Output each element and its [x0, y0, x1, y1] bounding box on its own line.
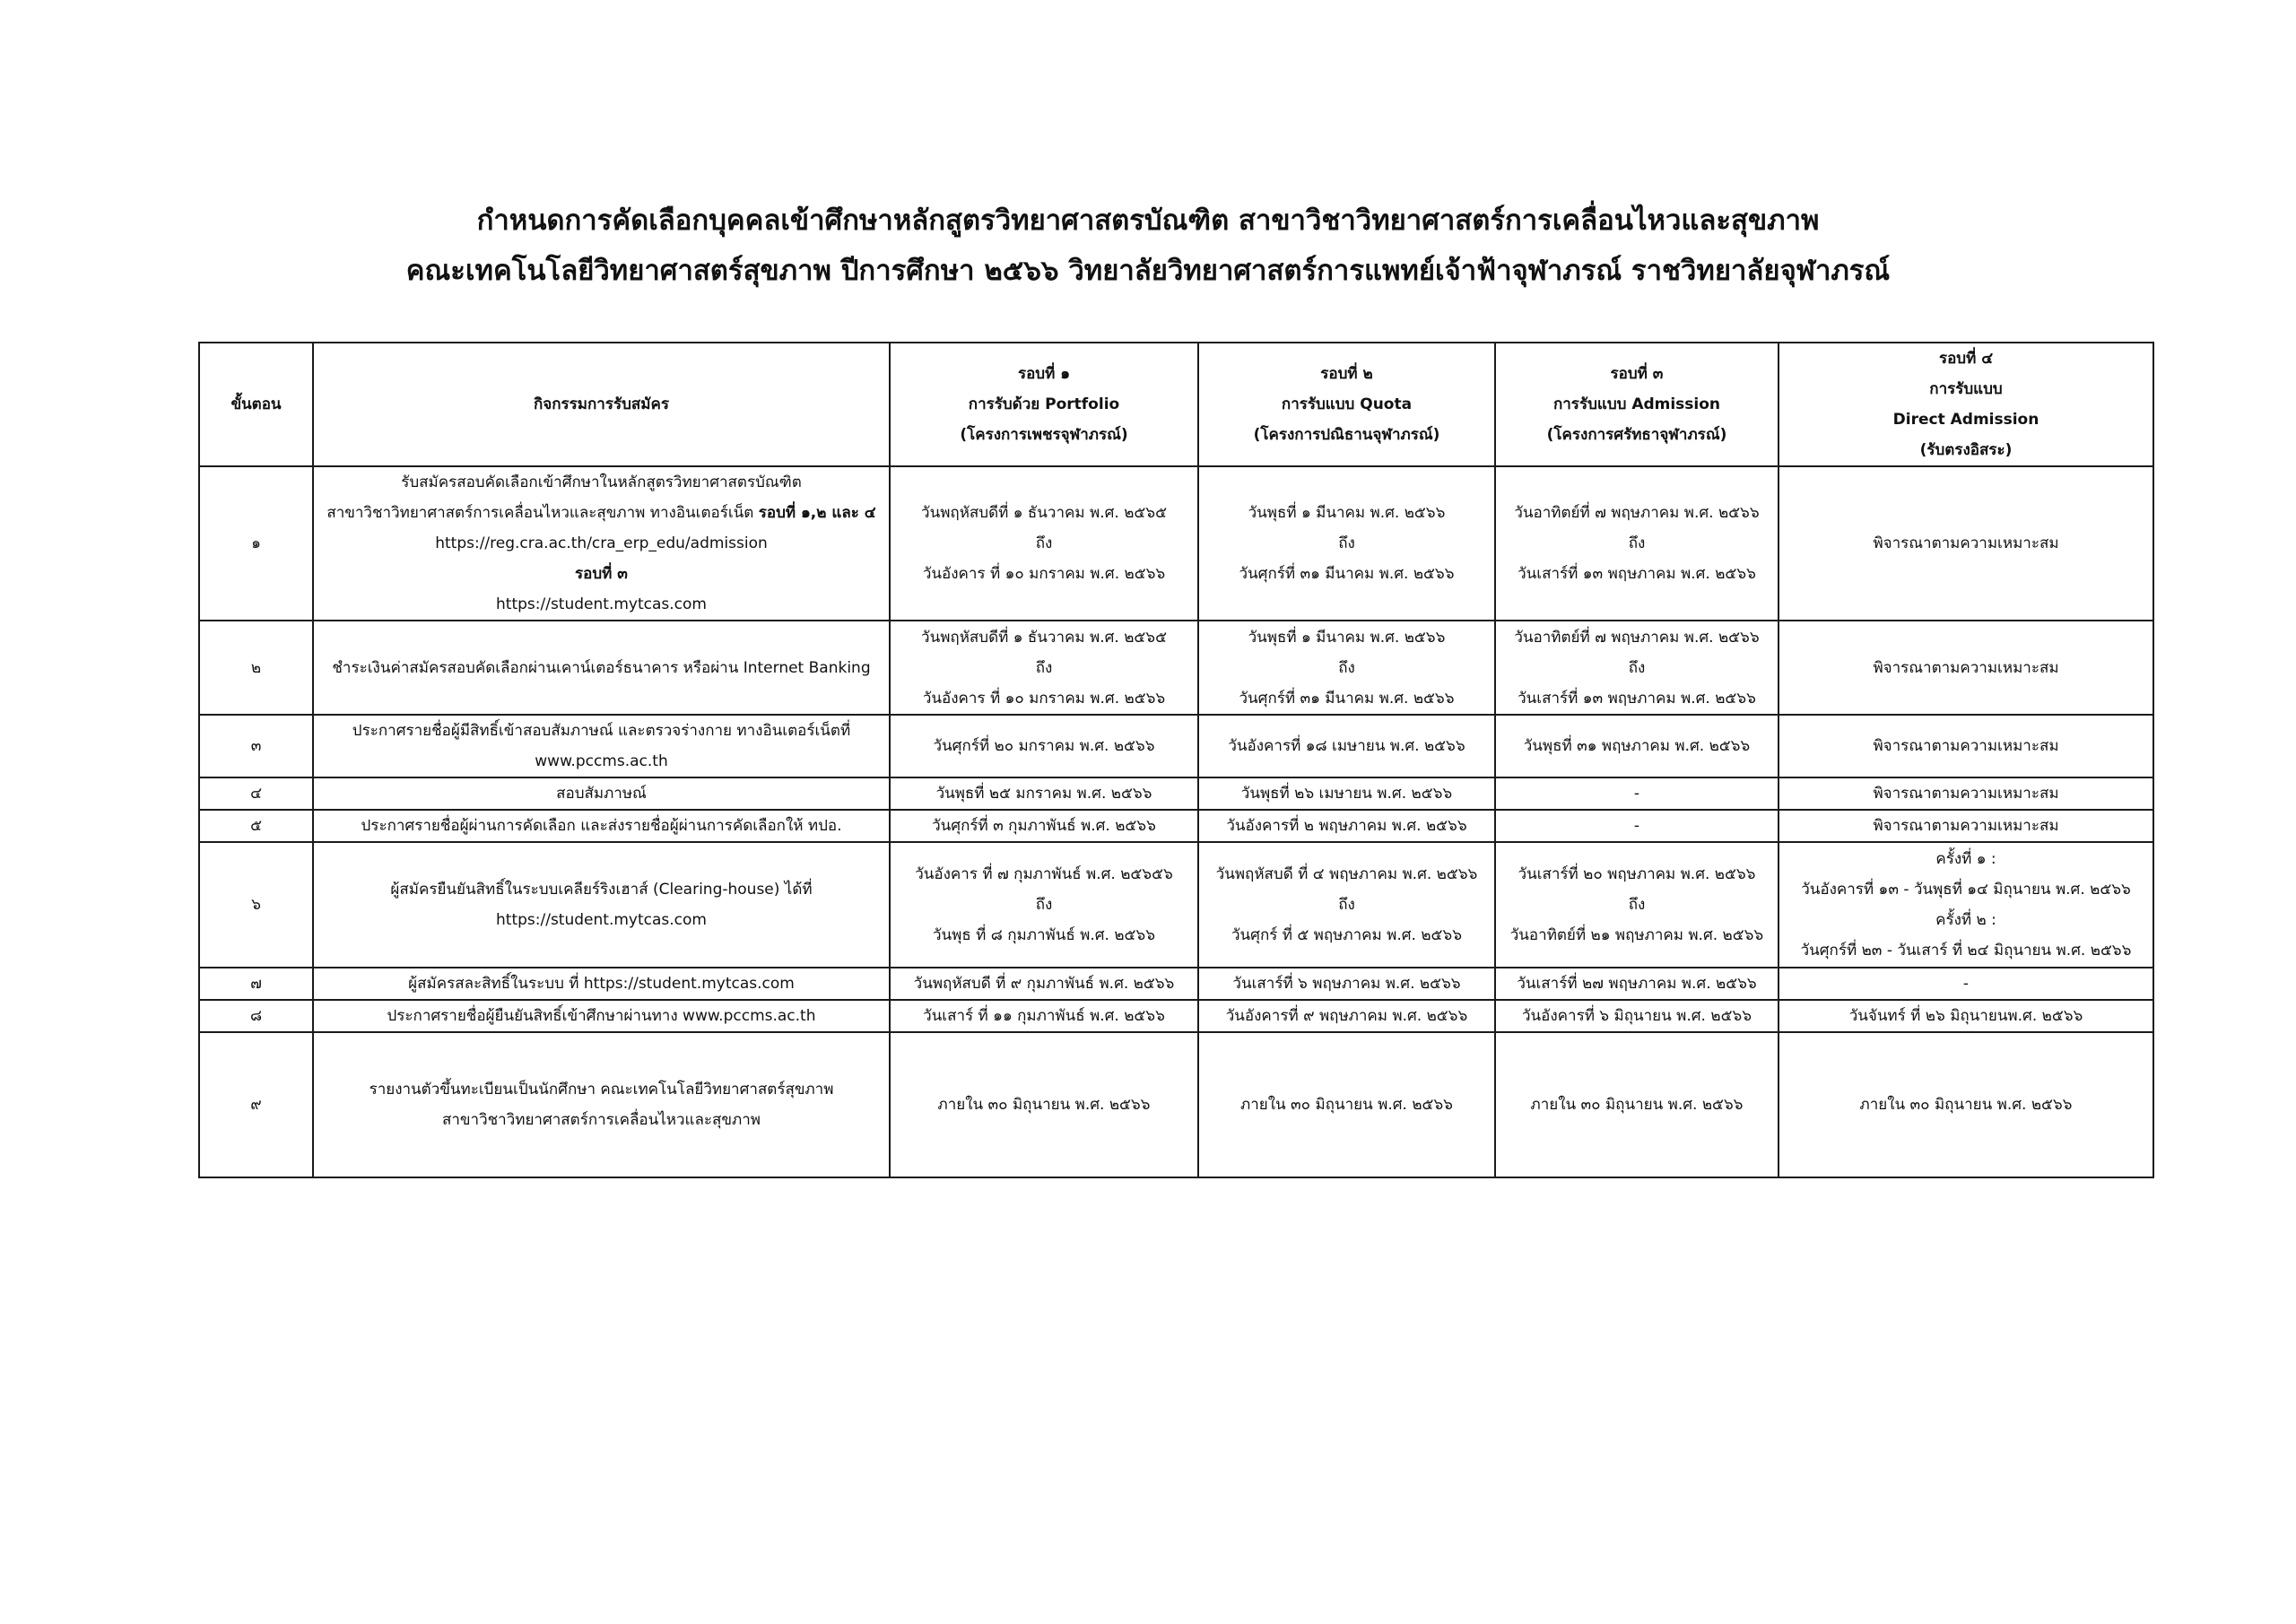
round2-cell: ภายใน ๓๐ มิถุนายน พ.ศ. ๒๕๖๖: [1198, 1032, 1495, 1177]
table-row: [199, 968, 2153, 1000]
activity-cell: ผู้สมัครยืนยันสิทธิ์ในระบบเคลียร์ริงเฮาส์ (Clearing-house) ได้ที่ https://student.mytcas.com: [313, 842, 890, 968]
round2-cell: วันพุธที่ ๒๖ เมษายน พ.ศ. ๒๕๖๖: [1198, 777, 1495, 810]
step-cell: ๖: [199, 842, 313, 968]
table-row: [199, 810, 2153, 842]
header-round-2: รอบที่ ๒ การรับแบบ Quota (โครงการปณิธานจุฬาภรณ์): [1198, 343, 1495, 466]
round2-cell: วันเสาร์ที่ ๖ พฤษภาคม พ.ศ. ๒๕๖๖: [1198, 968, 1495, 1000]
round4-cell: ภายใน ๓๐ มิถุนายน พ.ศ. ๒๕๖๖: [1779, 1032, 2153, 1177]
round3-cell: วันเสาร์ที่ ๒๐ พฤษภาคม พ.ศ. ๒๕๖๖ ถึง วันอาทิตย์ที่ ๒๑ พฤษภาคม พ.ศ. ๒๕๖๖: [1495, 842, 1779, 968]
step-cell: ๙: [199, 1032, 313, 1177]
round2-cell: วันพุธที่ ๑ มีนาคม พ.ศ. ๒๕๖๖ ถึง วันศุกร์ที่ ๓๑ มีนาคม พ.ศ. ๒๕๖๖: [1198, 621, 1495, 715]
table-row: [199, 466, 2153, 621]
header-step: ขั้นตอน: [199, 343, 313, 466]
round3-cell: วันเสาร์ที่ ๒๗ พฤษภาคม พ.ศ. ๒๕๖๖: [1495, 968, 1779, 1000]
round2-cell: วันอังคารที่ ๒ พฤษภาคม พ.ศ. ๒๕๖๖: [1198, 810, 1495, 842]
table-row: [199, 621, 2153, 715]
round1-cell: วันพฤหัสบดี ที่ ๙ กุมภาพันธ์ พ.ศ. ๒๕๖๖: [890, 968, 1198, 1000]
header-round-1: รอบที่ ๑ การรับด้วย Portfolio (โครงการเพชรจุฬาภรณ์): [890, 343, 1198, 466]
round1-cell: วันพฤหัสบดีที่ ๑ ธันวาคม พ.ศ. ๒๕๖๕ ถึง วันอังคาร ที่ ๑๐ มกราคม พ.ศ. ๒๕๖๖: [890, 466, 1198, 621]
step-cell: ๔: [199, 777, 313, 810]
title-line-2: คณะเทคโนโลยีวิทยาศาสตร์สุขภาพ ปีการศึกษา ๒๕๖๖ วิทยาลัยวิทยาศาสตร์การแพทย์เจ้าฟ้าจุฬาภรณ์ ราชวิทยาลัยจุฬาภรณ์: [405, 255, 1891, 287]
admission-schedule-table: [198, 342, 2154, 1178]
round3-cell: วันอาทิตย์ที่ ๗ พฤษภาคม พ.ศ. ๒๕๖๖ ถึง วันเสาร์ที่ ๑๓ พฤษภาคม พ.ศ. ๒๕๖๖: [1495, 466, 1779, 621]
round3-cell: วันอังคารที่ ๖ มิถุนายน พ.ศ. ๒๕๖๖: [1495, 1000, 1779, 1032]
round1-cell: วันอังคาร ที่ ๗ กุมภาพันธ์ พ.ศ. ๒๕๖๕๖ ถึง วันพุธ ที่ ๘ กุมภาพันธ์ พ.ศ. ๒๕๖๖: [890, 842, 1198, 968]
step-cell: ๒: [199, 621, 313, 715]
activity-cell: ประกาศรายชื่อผู้ยืนยันสิทธิ์เข้าศึกษาผ่านทาง www.pccms.ac.th: [313, 1000, 890, 1032]
title-line-1: กำหนดการคัดเลือกบุคคลเข้าศึกษาหลักสูตรวิทยาศาสตรบัณฑิต สาขาวิชาวิทยาศาสตร์การเคลื่อนไหวและสุขภาพ: [476, 204, 1820, 237]
activity-cell: รายงานตัวขึ้นทะเบียนเป็นนักศึกษา คณะเทคโนโลยีวิทยาศาสตร์สุขภาพ สาขาวิชาวิทยาศาสตร์การเคลื่อนไหวและสุขภาพ: [313, 1032, 890, 1177]
table-header-row: [199, 343, 2153, 466]
step-cell: ๗: [199, 968, 313, 1000]
round2-cell: วันพฤหัสบดี ที่ ๔ พฤษภาคม พ.ศ. ๒๕๖๖ ถึง วันศุกร์ ที่ ๕ พฤษภาคม พ.ศ. ๒๕๖๖: [1198, 842, 1495, 968]
round1-cell: วันพุธที่ ๒๕ มกราคม พ.ศ. ๒๕๖๖: [890, 777, 1198, 810]
activity-cell: ประกาศรายชื่อผู้มีสิทธิ์เข้าสอบสัมภาษณ์ และตรวจร่างกาย ทางอินเตอร์เน็ตที่ www.pccms.ac.th: [313, 715, 890, 777]
table-row: [199, 842, 2153, 968]
header-round-4: รอบที่ ๔ การรับแบบ Direct Admission (รับตรงอิสระ): [1779, 343, 2153, 466]
round1-cell: วันพฤหัสบดีที่ ๑ ธันวาคม พ.ศ. ๒๕๖๕ ถึง วันอังคาร ที่ ๑๐ มกราคม พ.ศ. ๒๕๖๖: [890, 621, 1198, 715]
round4-cell: พิจารณาตามความเหมาะสม: [1779, 715, 2153, 777]
round4-cell: พิจารณาตามความเหมาะสม: [1779, 777, 2153, 810]
activity-cell: ชำระเงินค่าสมัครสอบคัดเลือกผ่านเคาน์เตอร์ธนาคาร หรือผ่าน Internet Banking: [313, 621, 890, 715]
round4-cell: วันจันทร์ ที่ ๒๖ มิถุนายนพ.ศ. ๒๕๖๖: [1779, 1000, 2153, 1032]
step-cell: ๕: [199, 810, 313, 842]
table-row: [199, 715, 2153, 777]
table-row: [199, 1032, 2153, 1177]
round4-cell: ครั้งที่ ๑ : วันอังคารที่ ๑๓ - วันพุธที่ ๑๔ มิถุนายน พ.ศ. ๒๕๖๖ ครั้งที่ ๒ : วันศุกร์ที่ ๒๓ - วันเสาร์ ที่ ๒๔ มิถุนายน พ.ศ. ๒๕๖๖: [1779, 842, 2153, 968]
activity-cell: ประกาศรายชื่อผู้ผ่านการคัดเลือก และส่งรายชื่อผู้ผ่านการคัดเลือกให้ ทปอ.: [313, 810, 890, 842]
round4-cell: พิจารณาตามความเหมาะสม: [1779, 466, 2153, 621]
round2-cell: วันอังคารที่ ๑๘ เมษายน พ.ศ. ๒๕๖๖: [1198, 715, 1495, 777]
table-row: [199, 1000, 2153, 1032]
round3-cell: ภายใน ๓๐ มิถุนายน พ.ศ. ๒๕๖๖: [1495, 1032, 1779, 1177]
step-cell: ๘: [199, 1000, 313, 1032]
activity-cell: สอบสัมภาษณ์: [313, 777, 890, 810]
round1-cell: วันศุกร์ที่ ๒๐ มกราคม พ.ศ. ๒๕๖๖: [890, 715, 1198, 777]
round4-cell: -: [1779, 968, 2153, 1000]
round3-cell: -: [1495, 810, 1779, 842]
round3-cell: วันอาทิตย์ที่ ๗ พฤษภาคม พ.ศ. ๒๕๖๖ ถึง วันเสาร์ที่ ๑๓ พฤษภาคม พ.ศ. ๒๕๖๖: [1495, 621, 1779, 715]
header-activity: กิจกรรมการรับสมัคร: [313, 343, 890, 466]
round3-cell: วันพุธที่ ๓๑ พฤษภาคม พ.ศ. ๒๕๖๖: [1495, 715, 1779, 777]
round4-cell: พิจารณาตามความเหมาะสม: [1779, 621, 2153, 715]
round4-cell: พิจารณาตามความเหมาะสม: [1779, 810, 2153, 842]
round1-cell: วันเสาร์ ที่ ๑๑ กุมภาพันธ์ พ.ศ. ๒๕๖๖: [890, 1000, 1198, 1032]
round2-cell: วันอังคารที่ ๙ พฤษภาคม พ.ศ. ๒๕๖๖: [1198, 1000, 1495, 1032]
activity-cell: ผู้สมัครสละสิทธิ์ในระบบ ที่ https://student.mytcas.com: [313, 968, 890, 1000]
round3-cell: -: [1495, 777, 1779, 810]
document-title: [0, 195, 2296, 296]
header-round-3: รอบที่ ๓ การรับแบบ Admission (โครงการศรัทธาจุฬาภรณ์): [1495, 343, 1779, 466]
mytcas-link: https://student.mytcas.com: [496, 595, 707, 613]
step-cell: ๑: [199, 466, 313, 621]
table-row: [199, 777, 2153, 810]
step-cell: ๓: [199, 715, 313, 777]
round1-cell: ภายใน ๓๐ มิถุนายน พ.ศ. ๒๕๖๖: [890, 1032, 1198, 1177]
admission-link: https://reg.cra.ac.th/cra_erp_edu/admission: [435, 534, 768, 552]
activity-cell: รับสมัครสอบคัดเลือกเข้าศึกษาในหลักสูตรวิทยาศาสตรบัณฑิต สาขาวิชาวิทยาศาสตร์การเคลื่อนไหวและสุขภาพ ทางอินเตอร์เน็ต รอบที่ ๑,๒ และ ๔ https://reg.cra.ac.th/cra_erp_edu/admission รอบที่ ๓ https://student.mytcas.com: [313, 466, 890, 621]
round2-cell: วันพุธที่ ๑ มีนาคม พ.ศ. ๒๕๖๖ ถึง วันศุกร์ที่ ๓๑ มีนาคม พ.ศ. ๒๕๖๖: [1198, 466, 1495, 621]
round1-cell: วันศุกร์ที่ ๓ กุมภาพันธ์ พ.ศ. ๒๕๖๖: [890, 810, 1198, 842]
